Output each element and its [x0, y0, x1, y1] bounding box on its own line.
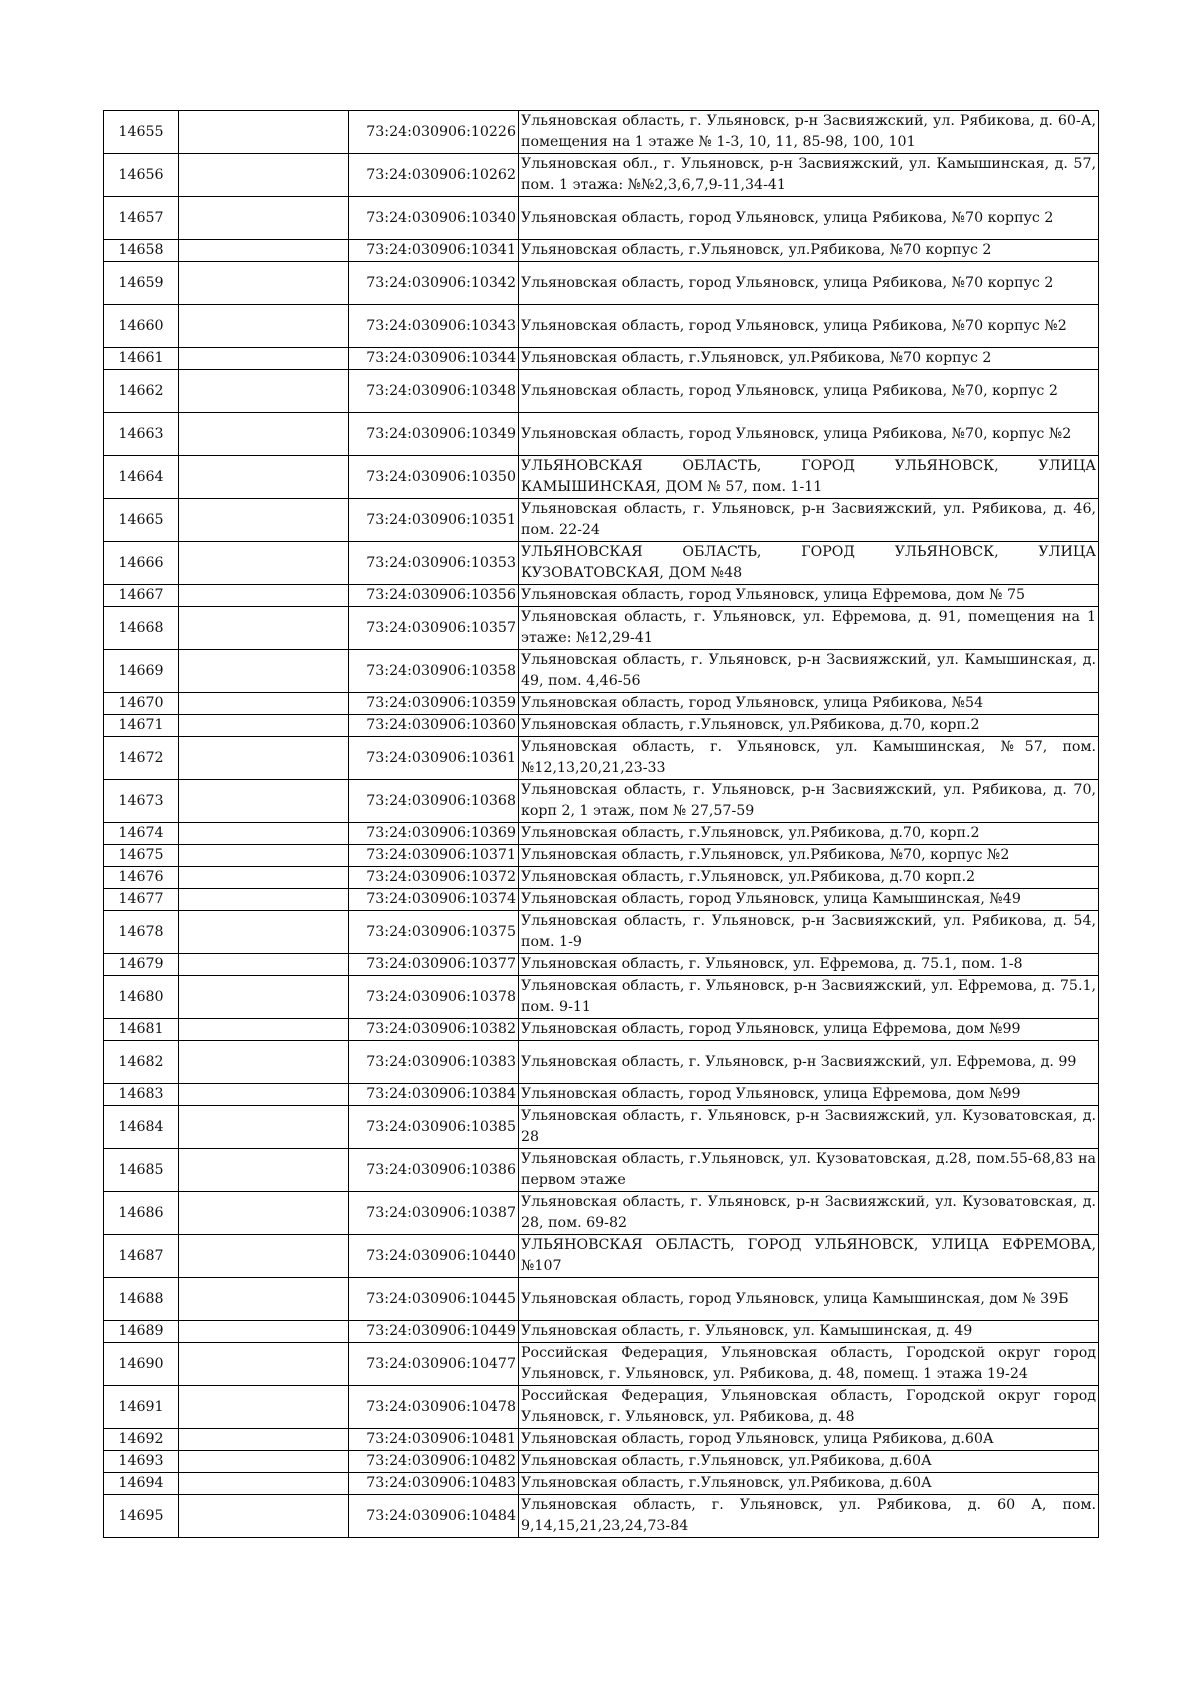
cadastral-number: 73:24:030906:10356 — [349, 585, 519, 607]
table-row — [104, 154, 1099, 197]
table-row — [104, 1473, 1099, 1495]
table-row — [104, 542, 1099, 585]
cadastral-number: 73:24:030906:10369 — [349, 823, 519, 845]
empty-cell — [179, 1149, 349, 1192]
empty-cell — [179, 456, 349, 499]
empty-cell — [179, 1235, 349, 1278]
address-cell: Ульяновская область, город Ульяновск, улица Рябикова, №54 — [519, 693, 1099, 715]
row-number: 14669 — [104, 650, 179, 693]
empty-cell — [179, 1429, 349, 1451]
address-cell: Российская Федерация, Ульяновская область, Городской округ город Ульяновск, г. Ульяновск, ул. Рябикова, д. 48 — [519, 1386, 1099, 1429]
address-cell: Ульяновская область, г.Ульяновск, ул.Рябикова, д.60А — [519, 1473, 1099, 1495]
cadastral-number: 73:24:030906:10378 — [349, 976, 519, 1019]
table-row — [104, 111, 1099, 154]
cadastral-number: 73:24:030906:10359 — [349, 693, 519, 715]
row-number: 14672 — [104, 737, 179, 780]
row-number: 14655 — [104, 111, 179, 154]
row-number: 14664 — [104, 456, 179, 499]
table-row — [104, 867, 1099, 889]
address-cell: Ульяновская область, город Ульяновск, улица Ефремова, дом № 75 — [519, 585, 1099, 607]
row-number: 14676 — [104, 867, 179, 889]
empty-cell — [179, 154, 349, 197]
address-cell: Ульяновская область, г.Ульяновск, ул.Рябикова, №70 корпус 2 — [519, 240, 1099, 262]
empty-cell — [179, 737, 349, 780]
row-number: 14668 — [104, 607, 179, 650]
address-cell: Ульяновская область, г. Ульяновск, р-н Засвияжский, ул. Рябикова, д. 54, пом. 1-9 — [519, 911, 1099, 954]
empty-cell — [179, 1106, 349, 1149]
row-number: 14694 — [104, 1473, 179, 1495]
table-row — [104, 911, 1099, 954]
address-cell: Ульяновская область, г.Ульяновск, ул.Рябикова, №70 корпус 2 — [519, 348, 1099, 370]
row-number: 14656 — [104, 154, 179, 197]
cadastral-number: 73:24:030906:10385 — [349, 1106, 519, 1149]
row-number: 14658 — [104, 240, 179, 262]
registry-table-body — [104, 111, 1099, 1538]
empty-cell — [179, 1451, 349, 1473]
row-number: 14683 — [104, 1084, 179, 1106]
cadastral-number: 73:24:030906:10374 — [349, 889, 519, 911]
row-number: 14670 — [104, 693, 179, 715]
empty-cell — [179, 954, 349, 976]
table-row — [104, 1451, 1099, 1473]
address-cell: Ульяновская область, г.Ульяновск, ул.Рябикова, д.70, корп.2 — [519, 715, 1099, 737]
cadastral-number: 73:24:030906:10382 — [349, 1019, 519, 1041]
address-cell: Ульяновская область, г. Ульяновск, р-н Засвияжский, ул. Камышинская, д. 49, пом. 4,46-56 — [519, 650, 1099, 693]
row-number: 14682 — [104, 1041, 179, 1084]
empty-cell — [179, 911, 349, 954]
table-row — [104, 240, 1099, 262]
empty-cell — [179, 823, 349, 845]
address-cell: Ульяновская область, г.Ульяновск, ул.Рябикова, д.60А — [519, 1451, 1099, 1473]
row-number: 14691 — [104, 1386, 179, 1429]
cadastral-number: 73:24:030906:10262 — [349, 154, 519, 197]
table-row — [104, 954, 1099, 976]
row-number: 14688 — [104, 1278, 179, 1321]
empty-cell — [179, 413, 349, 456]
empty-cell — [179, 240, 349, 262]
empty-cell — [179, 542, 349, 585]
cadastral-number: 73:24:030906:10383 — [349, 1041, 519, 1084]
cadastral-number: 73:24:030906:10449 — [349, 1321, 519, 1343]
cadastral-number: 73:24:030906:10477 — [349, 1343, 519, 1386]
cadastral-number: 73:24:030906:10358 — [349, 650, 519, 693]
table-row — [104, 197, 1099, 240]
cadastral-number: 73:24:030906:10353 — [349, 542, 519, 585]
cadastral-number: 73:24:030906:10344 — [349, 348, 519, 370]
empty-cell — [179, 499, 349, 542]
cadastral-number: 73:24:030906:10342 — [349, 262, 519, 305]
address-cell: Ульяновская область, город Ульяновск, улица Рябикова, №70 корпус №2 — [519, 305, 1099, 348]
address-cell: Ульяновская область, г. Ульяновск, р-н Засвияжский, ул. Ефремова, д. 99 — [519, 1041, 1099, 1084]
empty-cell — [179, 693, 349, 715]
table-row — [104, 1084, 1099, 1106]
table-row — [104, 823, 1099, 845]
cadastral-number: 73:24:030906:10349 — [349, 413, 519, 456]
address-cell: Ульяновская область, г. Ульяновск, ул. Ефремова, д. 91, помещения на 1 этаже: №12,29-41 — [519, 607, 1099, 650]
row-number: 14674 — [104, 823, 179, 845]
table-row — [104, 370, 1099, 413]
cadastral-number: 73:24:030906:10351 — [349, 499, 519, 542]
empty-cell — [179, 305, 349, 348]
empty-cell — [179, 780, 349, 823]
row-number: 14662 — [104, 370, 179, 413]
row-number: 14680 — [104, 976, 179, 1019]
cadastral-number: 73:24:030906:10481 — [349, 1429, 519, 1451]
table-row — [104, 780, 1099, 823]
table-row — [104, 305, 1099, 348]
table-row — [104, 456, 1099, 499]
address-cell: Ульяновская область, г. Ульяновск, ул. Рябикова, д. 60 А, пом. 9,14,15,21,23,24,73-84 — [519, 1495, 1099, 1538]
address-cell: Ульяновская область, город Ульяновск, улица Рябикова, №70, корпус №2 — [519, 413, 1099, 456]
row-number: 14687 — [104, 1235, 179, 1278]
address-cell: УЛЬЯНОВСКАЯ ОБЛАСТЬ, ГОРОД УЛЬЯНОВСК, УЛИЦА КУЗОВАТОВСКАЯ, ДОМ №48 — [519, 542, 1099, 585]
empty-cell — [179, 607, 349, 650]
cadastral-number: 73:24:030906:10357 — [349, 607, 519, 650]
row-number: 14695 — [104, 1495, 179, 1538]
cadastral-number: 73:24:030906:10343 — [349, 305, 519, 348]
empty-cell — [179, 370, 349, 413]
table-row — [104, 1386, 1099, 1429]
empty-cell — [179, 197, 349, 240]
cadastral-number: 73:24:030906:10360 — [349, 715, 519, 737]
empty-cell — [179, 585, 349, 607]
table-row — [104, 1106, 1099, 1149]
cadastral-number: 73:24:030906:10226 — [349, 111, 519, 154]
address-cell: Ульяновская область, город Ульяновск, улица Рябикова, д.60А — [519, 1429, 1099, 1451]
cadastral-number: 73:24:030906:10350 — [349, 456, 519, 499]
table-row — [104, 1495, 1099, 1538]
empty-cell — [179, 1343, 349, 1386]
table-row — [104, 1343, 1099, 1386]
cadastral-number: 73:24:030906:10483 — [349, 1473, 519, 1495]
empty-cell — [179, 262, 349, 305]
cadastral-number: 73:24:030906:10384 — [349, 1084, 519, 1106]
cadastral-number: 73:24:030906:10377 — [349, 954, 519, 976]
registry-table — [103, 110, 1099, 1538]
empty-cell — [179, 1321, 349, 1343]
address-cell: Ульяновская область, г.Ульяновск, ул.Рябикова, д.70, корп.2 — [519, 823, 1099, 845]
cadastral-number: 73:24:030906:10341 — [349, 240, 519, 262]
empty-cell — [179, 1473, 349, 1495]
cadastral-number: 73:24:030906:10371 — [349, 845, 519, 867]
cadastral-number: 73:24:030906:10361 — [349, 737, 519, 780]
table-row — [104, 845, 1099, 867]
address-cell: Ульяновская область, г. Ульяновск, р-н Засвияжский, ул. Рябикова, д. 60-А, помещения на 1 этаже № 1-3, 10, 11, 85-98, 100, 101 — [519, 111, 1099, 154]
row-number: 14665 — [104, 499, 179, 542]
cadastral-number: 73:24:030906:10368 — [349, 780, 519, 823]
table-row — [104, 1041, 1099, 1084]
empty-cell — [179, 650, 349, 693]
empty-cell — [179, 867, 349, 889]
cadastral-number: 73:24:030906:10387 — [349, 1192, 519, 1235]
address-cell: Ульяновская область, г. Ульяновск, р-н Засвияжский, ул. Рябикова, д. 46, пом. 22-24 — [519, 499, 1099, 542]
address-cell: Ульяновская область, г. Ульяновск, ул. Камышинская, №57, пом. №12,13,20,21,23-33 — [519, 737, 1099, 780]
row-number: 14678 — [104, 911, 179, 954]
table-row — [104, 1149, 1099, 1192]
table-row — [104, 650, 1099, 693]
table-row — [104, 1278, 1099, 1321]
table-row — [104, 1235, 1099, 1278]
empty-cell — [179, 889, 349, 911]
row-number: 14689 — [104, 1321, 179, 1343]
table-row — [104, 976, 1099, 1019]
address-cell: Ульяновская область, г. Ульяновск, ул. Ефремова, д. 75.1, пом. 1-8 — [519, 954, 1099, 976]
row-number: 14659 — [104, 262, 179, 305]
table-row — [104, 262, 1099, 305]
empty-cell — [179, 1495, 349, 1538]
address-cell: Ульяновская область, г.Ульяновск, ул.Рябикова, №70, корпус №2 — [519, 845, 1099, 867]
address-cell: УЛЬЯНОВСКАЯ ОБЛАСТЬ, ГОРОД УЛЬЯНОВСК, УЛИЦА ЕФРЕМОВА, №107 — [519, 1235, 1099, 1278]
row-number: 14663 — [104, 413, 179, 456]
table-row — [104, 1429, 1099, 1451]
cadastral-number: 73:24:030906:10440 — [349, 1235, 519, 1278]
address-cell: Ульяновская обл., г. Ульяновск, р-н Засвияжский, ул. Камышинская, д. 57, пом. 1 этажа: №№2,3,6,7,9-11,34-41 — [519, 154, 1099, 197]
row-number: 14660 — [104, 305, 179, 348]
row-number: 14667 — [104, 585, 179, 607]
empty-cell — [179, 1192, 349, 1235]
row-number: 14690 — [104, 1343, 179, 1386]
empty-cell — [179, 715, 349, 737]
table-row — [104, 1019, 1099, 1041]
cadastral-number: 73:24:030906:10445 — [349, 1278, 519, 1321]
address-cell: Ульяновская область, г.Ульяновск, ул.Рябикова, д.70 корп.2 — [519, 867, 1099, 889]
address-cell: Ульяновская область, город Ульяновск, улица Камышинская, дом № 39Б — [519, 1278, 1099, 1321]
address-cell: Ульяновская область, город Ульяновск, улица Камышинская, №49 — [519, 889, 1099, 911]
table-row — [104, 499, 1099, 542]
row-number: 14693 — [104, 1451, 179, 1473]
row-number: 14675 — [104, 845, 179, 867]
empty-cell — [179, 111, 349, 154]
address-cell: Российская Федерация, Ульяновская область, Городской округ город Ульяновск, г. Ульяновск, ул. Рябикова, д. 48, помещ. 1 этажа 19-24 — [519, 1343, 1099, 1386]
row-number: 14671 — [104, 715, 179, 737]
empty-cell — [179, 1041, 349, 1084]
table-row — [104, 585, 1099, 607]
row-number: 14681 — [104, 1019, 179, 1041]
address-cell: Ульяновская область, г.Ульяновск, ул. Кузоватовская, д.28, пом.55-68,83 на первом этаже — [519, 1149, 1099, 1192]
empty-cell — [179, 1084, 349, 1106]
empty-cell — [179, 1386, 349, 1429]
address-cell: Ульяновская область, город Ульяновск, улица Ефремова, дом №99 — [519, 1084, 1099, 1106]
table-row — [104, 1192, 1099, 1235]
row-number: 14692 — [104, 1429, 179, 1451]
empty-cell — [179, 348, 349, 370]
address-cell: Ульяновская область, город Ульяновск, улица Рябикова, №70 корпус 2 — [519, 197, 1099, 240]
empty-cell — [179, 845, 349, 867]
address-cell: Ульяновская область, г. Ульяновск, ул. Камышинская, д. 49 — [519, 1321, 1099, 1343]
cadastral-number: 73:24:030906:10375 — [349, 911, 519, 954]
address-cell: Ульяновская область, г. Ульяновск, р-н Засвияжский, ул. Кузоватовская, д. 28, пом. 69-82 — [519, 1192, 1099, 1235]
address-cell: Ульяновская область, город Ульяновск, улица Рябикова, №70, корпус 2 — [519, 370, 1099, 413]
cadastral-number: 73:24:030906:10482 — [349, 1451, 519, 1473]
address-cell: УЛЬЯНОВСКАЯ ОБЛАСТЬ, ГОРОД УЛЬЯНОВСК, УЛИЦА КАМЫШИНСКАЯ, ДОМ № 57, пом. 1-11 — [519, 456, 1099, 499]
empty-cell — [179, 976, 349, 1019]
row-number: 14686 — [104, 1192, 179, 1235]
row-number: 14685 — [104, 1149, 179, 1192]
table-row — [104, 715, 1099, 737]
row-number: 14677 — [104, 889, 179, 911]
table-row — [104, 348, 1099, 370]
table-row — [104, 693, 1099, 715]
address-cell: Ульяновская область, г. Ульяновск, р-н Засвияжский, ул. Кузоватовская, д. 28 — [519, 1106, 1099, 1149]
cadastral-number: 73:24:030906:10478 — [349, 1386, 519, 1429]
row-number: 14661 — [104, 348, 179, 370]
table-row — [104, 607, 1099, 650]
empty-cell — [179, 1278, 349, 1321]
cadastral-number: 73:24:030906:10386 — [349, 1149, 519, 1192]
cadastral-number: 73:24:030906:10340 — [349, 197, 519, 240]
row-number: 14684 — [104, 1106, 179, 1149]
address-cell: Ульяновская область, г. Ульяновск, р-н Засвияжский, ул. Ефремова, д. 75.1, пом. 9-11 — [519, 976, 1099, 1019]
row-number: 14679 — [104, 954, 179, 976]
cadastral-number: 73:24:030906:10484 — [349, 1495, 519, 1538]
table-row — [104, 737, 1099, 780]
cadastral-number: 73:24:030906:10372 — [349, 867, 519, 889]
empty-cell — [179, 1019, 349, 1041]
address-cell: Ульяновская область, г. Ульяновск, р-н Засвияжский, ул. Рябикова, д. 70, корп 2, 1 этаж, пом № 27,57-59 — [519, 780, 1099, 823]
table-row — [104, 1321, 1099, 1343]
address-cell: Ульяновская область, город Ульяновск, улица Ефремова, дом №99 — [519, 1019, 1099, 1041]
table-row — [104, 413, 1099, 456]
row-number: 14673 — [104, 780, 179, 823]
row-number: 14657 — [104, 197, 179, 240]
table-row — [104, 889, 1099, 911]
row-number: 14666 — [104, 542, 179, 585]
address-cell: Ульяновская область, город Ульяновск, улица Рябикова, №70 корпус 2 — [519, 262, 1099, 305]
cadastral-number: 73:24:030906:10348 — [349, 370, 519, 413]
